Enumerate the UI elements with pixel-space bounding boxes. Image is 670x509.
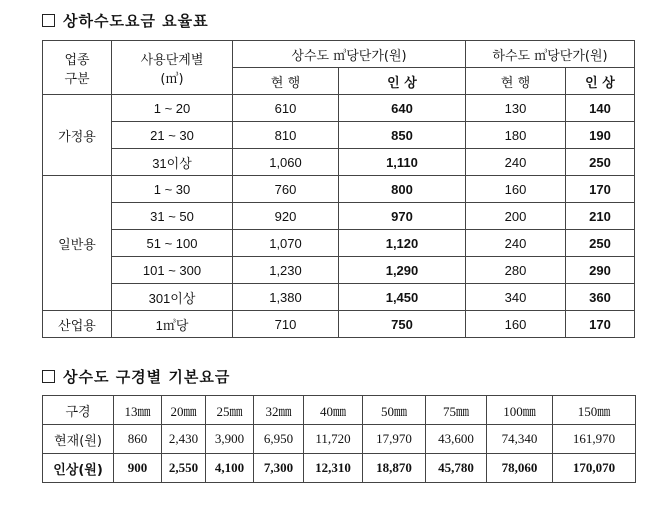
value-cell: 78,060: [487, 454, 553, 483]
tier-cell: 1 ~ 20: [112, 95, 233, 122]
value-cell: 32㎜: [254, 396, 304, 425]
value-cell: 13㎜: [114, 396, 162, 425]
sewer-current-cell: 160: [466, 176, 566, 203]
header-current: 현 행: [466, 68, 566, 95]
header-raised: 인 상: [566, 68, 635, 95]
sewer-raised-cell: 290: [566, 257, 635, 284]
sewer-raised-cell: 140: [566, 95, 635, 122]
table-row: [43, 284, 635, 311]
sewer-current-cell: 340: [466, 284, 566, 311]
value-cell: 11,720: [304, 425, 363, 454]
value-cell: 900: [114, 454, 162, 483]
tier-cell: 21 ~ 30: [112, 122, 233, 149]
sewer-current-cell: 240: [466, 149, 566, 176]
section-heading-base-fee: [42, 366, 230, 387]
checkbox-square-icon: [42, 14, 55, 27]
header-row: [43, 41, 635, 68]
value-cell: 25㎜: [206, 396, 254, 425]
checkbox-square-icon: [42, 370, 55, 383]
value-cell: 20㎜: [162, 396, 206, 425]
table-row: [43, 95, 635, 122]
sewer-current-cell: 240: [466, 230, 566, 257]
value-cell: 7,300: [254, 454, 304, 483]
header-water: 상수도 ㎥당단가(원): [233, 41, 466, 68]
tier-cell: 101 ~ 300: [112, 257, 233, 284]
water-raised-cell: 640: [339, 95, 466, 122]
table-row: [43, 454, 636, 483]
tier-cell: 31이상: [112, 149, 233, 176]
tier-cell: 51 ~ 100: [112, 230, 233, 257]
value-cell: 100㎜: [487, 396, 553, 425]
header-tier: 사용단계별 (㎥): [112, 41, 233, 95]
value-cell: 4,100: [206, 454, 254, 483]
value-cell: 45,780: [426, 454, 487, 483]
water-current-cell: 760: [233, 176, 339, 203]
water-raised-cell: 970: [339, 203, 466, 230]
row-label: 인상(원): [43, 454, 114, 483]
section-heading-rates: [42, 10, 209, 31]
header-current: 현 행: [233, 68, 339, 95]
rate-table: [42, 40, 635, 338]
water-current-cell: 920: [233, 203, 339, 230]
row-label: 구경: [43, 396, 114, 425]
water-current-cell: 1,060: [233, 149, 339, 176]
value-cell: 150㎜: [553, 396, 636, 425]
table-row: [43, 149, 635, 176]
header-sewer: 하수도 ㎥당단가(원): [466, 41, 635, 68]
value-cell: 50㎜: [363, 396, 426, 425]
value-cell: 860: [114, 425, 162, 454]
sewer-current-cell: 280: [466, 257, 566, 284]
water-current-cell: 1,230: [233, 257, 339, 284]
table-row: [43, 257, 635, 284]
water-current-cell: 1,380: [233, 284, 339, 311]
sewer-raised-cell: 190: [566, 122, 635, 149]
table-row: [43, 230, 635, 257]
sewer-current-cell: 200: [466, 203, 566, 230]
row-label: 현재(원): [43, 425, 114, 454]
value-cell: 170,070: [553, 454, 636, 483]
header-raised: 인 상: [339, 68, 466, 95]
table-row: [43, 203, 635, 230]
water-current-cell: 710: [233, 311, 339, 338]
water-current-cell: 1,070: [233, 230, 339, 257]
water-raised-cell: 1,450: [339, 284, 466, 311]
category-cell: 산업용: [43, 311, 112, 338]
water-raised-cell: 750: [339, 311, 466, 338]
sewer-raised-cell: 250: [566, 149, 635, 176]
table-row: [43, 122, 635, 149]
table-row: [43, 425, 636, 454]
value-cell: 18,870: [363, 454, 426, 483]
value-cell: 6,950: [254, 425, 304, 454]
sewer-raised-cell: 170: [566, 311, 635, 338]
heading-text: 상수도 구경별 기본요금: [63, 368, 231, 386]
sewer-current-cell: 160: [466, 311, 566, 338]
sewer-raised-cell: 250: [566, 230, 635, 257]
value-cell: 75㎜: [426, 396, 487, 425]
sewer-raised-cell: 210: [566, 203, 635, 230]
header-category: 업종 구분: [43, 41, 112, 95]
sewer-current-cell: 130: [466, 95, 566, 122]
value-cell: 2,430: [162, 425, 206, 454]
value-cell: 2,550: [162, 454, 206, 483]
category-cell: 일반용: [43, 176, 112, 311]
table-row: [43, 396, 636, 425]
tier-cell: 1㎥당: [112, 311, 233, 338]
value-cell: 161,970: [553, 425, 636, 454]
value-cell: 12,310: [304, 454, 363, 483]
value-cell: 74,340: [487, 425, 553, 454]
value-cell: 3,900: [206, 425, 254, 454]
water-raised-cell: 800: [339, 176, 466, 203]
table-row: [43, 311, 635, 338]
water-raised-cell: 850: [339, 122, 466, 149]
tier-cell: 31 ~ 50: [112, 203, 233, 230]
tier-cell: 301이상: [112, 284, 233, 311]
heading-text: 상하수도요금 요율표: [63, 12, 209, 30]
tier-cell: 1 ~ 30: [112, 176, 233, 203]
water-raised-cell: 1,120: [339, 230, 466, 257]
sewer-raised-cell: 360: [566, 284, 635, 311]
value-cell: 40㎜: [304, 396, 363, 425]
sewer-current-cell: 180: [466, 122, 566, 149]
table-row: [43, 176, 635, 203]
water-raised-cell: 1,290: [339, 257, 466, 284]
water-current-cell: 810: [233, 122, 339, 149]
value-cell: 17,970: [363, 425, 426, 454]
base-fee-table: [42, 395, 636, 483]
value-cell: 43,600: [426, 425, 487, 454]
water-current-cell: 610: [233, 95, 339, 122]
sewer-raised-cell: 170: [566, 176, 635, 203]
category-cell: 가정용: [43, 95, 112, 176]
water-raised-cell: 1,110: [339, 149, 466, 176]
